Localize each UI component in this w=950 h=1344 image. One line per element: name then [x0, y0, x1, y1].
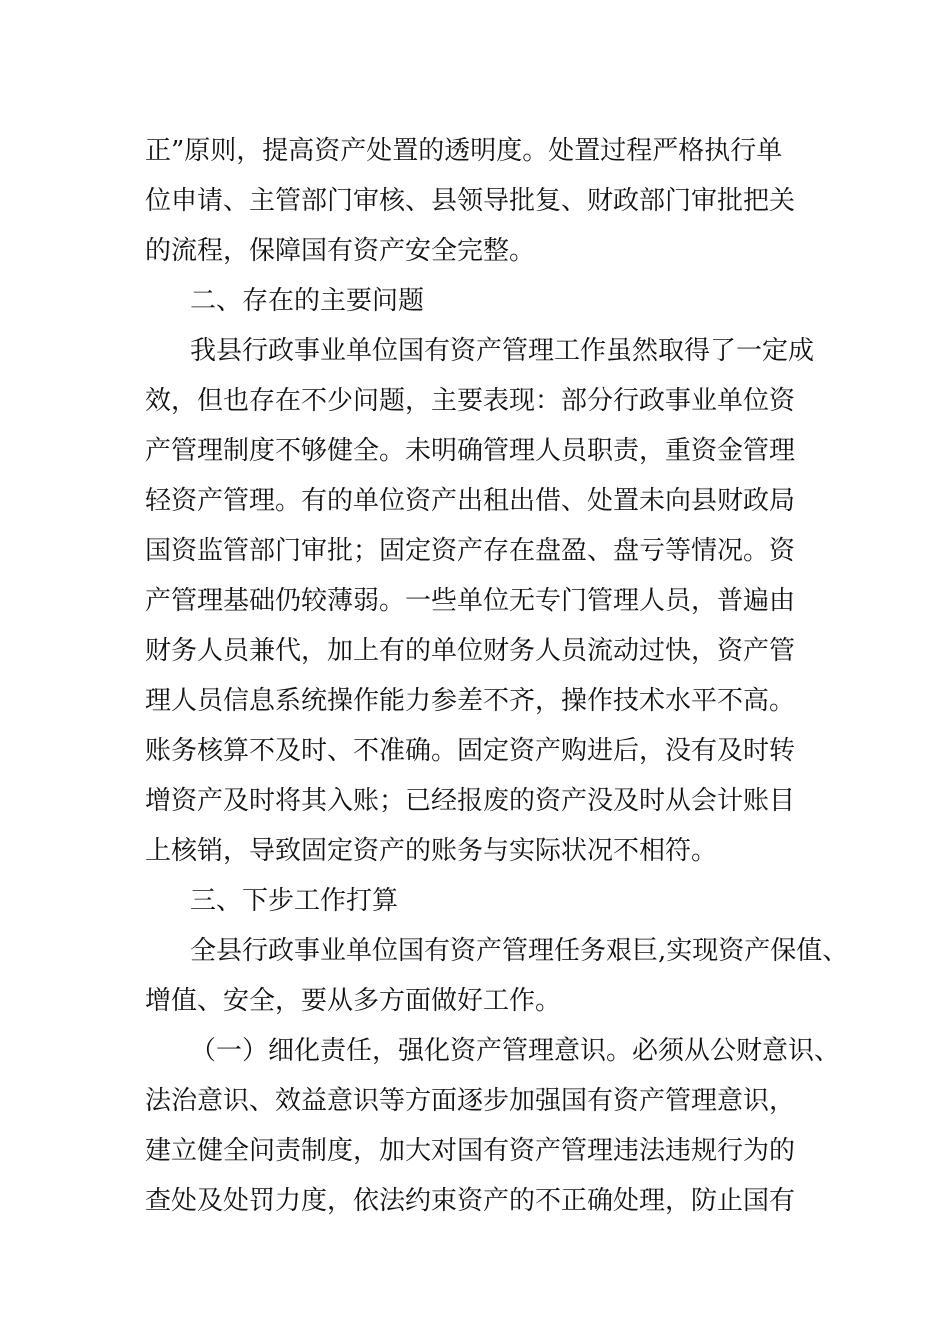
text-line: 位申请、主管部门审核、县领导批复、财政部门审批把关: [145, 186, 796, 216]
text-line: 财务人员兼代，加上有的单位财务人员流动过快，资产管: [145, 636, 796, 666]
text-line: 增资产及时将其入账；已经报废的资产没及时从会计账目: [145, 786, 796, 816]
heading-text: 二、存在的主要问题: [190, 286, 425, 316]
section-heading-problems: [145, 276, 835, 326]
text-line: 的流程，保障国有资产安全完整。: [145, 236, 536, 266]
text-line: 建立健全问责制度，加大对国有资产管理违法违规行为的: [145, 1136, 796, 1166]
text-line: 增值、安全，要从多方面做好工作。: [145, 986, 562, 1016]
text-line: 法治意识、效益意识等方面逐步加强国有资产管理意识，: [145, 1086, 796, 1116]
text-line: 产管理制度不够健全。未明确管理人员职责，重资金管理: [145, 436, 796, 466]
paragraph-item-one: [145, 1026, 841, 1226]
text-line: （一）细化责任，强化资产管理意识。必须从公财意识、: [190, 1036, 841, 1066]
text-line: 账务核算不及时、不准确。固定资产购进后，没有及时转: [145, 736, 796, 766]
text-line: 产管理基础仍较薄弱。一些单位无专门管理人员，普遍由: [145, 586, 796, 616]
document-body: [145, 126, 849, 1226]
text-line: 国资监管部门审批；固定资产存在盘盈、盘亏等情况。资: [145, 536, 796, 566]
paragraph-disposal-process: [145, 126, 835, 276]
text-line: 查处及处罚力度，依法约束资产的不正确处理，防止国有: [145, 1186, 796, 1216]
text-line: 理人员信息系统操作能力参差不齐，操作技术水平不高。: [145, 686, 796, 716]
heading-text: 三、下步工作打算: [190, 886, 399, 916]
paragraph-problems: [145, 326, 835, 876]
paragraph-next-steps-intro: [145, 926, 849, 1026]
text-line: 上核销，导致固定资产的账务与实际状况不相符。: [145, 836, 718, 866]
text-line: 全县行政事业单位国有资产管理任务艰巨,实现资产保值、: [190, 936, 849, 966]
text-line: 效，但也存在不少问题，主要表现：部分行政事业单位资: [145, 386, 796, 416]
text-line: 我县行政事业单位国有资产管理工作虽然取得了一定成: [190, 336, 815, 366]
text-line: 轻资产管理。有的单位资产出租出借、处置未向县财政局: [145, 486, 796, 516]
section-heading-next-steps: [145, 876, 835, 926]
text-line: 正”原则，提高资产处置的透明度。处置过程严格执行单: [145, 136, 783, 166]
